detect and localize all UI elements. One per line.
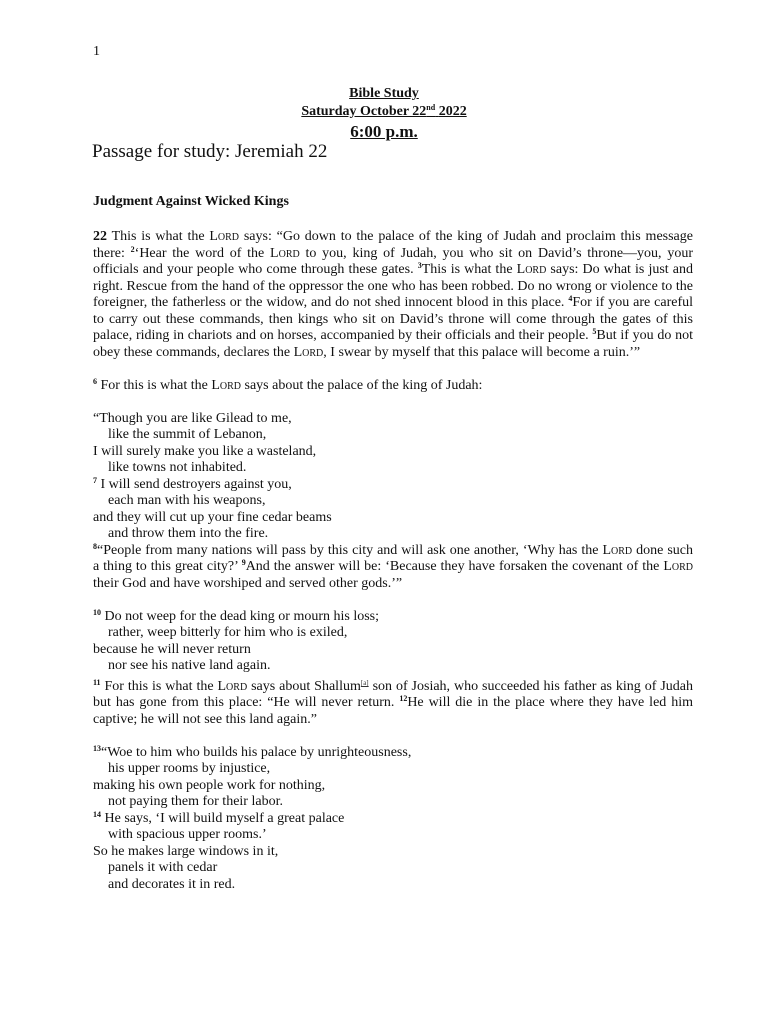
poem-line: panels it with cedar — [108, 860, 218, 875]
poem-line: because he will never return — [93, 641, 251, 657]
poem-line: like the summit of Lebanon, — [108, 427, 267, 442]
study-time: 6:00 p.m. — [350, 122, 418, 141]
poem-line: $^{13}$“Woe to him who builds his palace by unrighteousness, — [93, 743, 412, 760]
poem-line: and they will cut up your fine cedar beams — [93, 509, 332, 525]
poem-line: So he makes large windows in it, — [93, 843, 279, 859]
page-number: 1 — [93, 44, 100, 59]
poem-line: making his own people work for nothing, — [93, 777, 326, 793]
study-date: Saturday October 22nd 2022 — [301, 103, 467, 119]
poem-verse-13 — [93, 745, 693, 811]
poem-line: “Though you are like Gilead to me, — [93, 410, 292, 426]
footnote-link[interactable]: [a] — [360, 678, 369, 687]
poem-line: and throw them into the fire. — [108, 526, 269, 541]
poem-line: with spacious upper rooms.’ — [108, 827, 267, 842]
poem-line: and decorates it in red. — [108, 876, 236, 892]
poem-verse-6 — [93, 411, 693, 477]
poem-line: nor see his native land again. — [108, 658, 271, 673]
paragraph-verses-1-5: 22 This is what the Lord says: “Go down to the palace of the king of Judah and proclaim this message there: $^2$‘Hear the word of the Lord to you, king of Judah, you who sit on David’s throne—you, your officials and your people who come through these gates. $^3$This is what the Lord says: Do what is just and right. Rescue from the hand of the oppressor the one who has been robbed. Do no wrong or violence to the foreigner, the fatherless or the widow, and do not shed innocent blood in this place. $^4$For if you are careful to carry out these commands, then kings who sit on David’s throne will come through the gates of this palace, riding in chariots and on horses, accompanied by their officials and their people. $^5$But if you do not obey these commands, declares the Lord, I swear by myself that this palace will become a ruin.’” — [93, 229, 694, 360]
poem-line: $^{10}$ Do not weep for the dead king or mourn his loss; — [93, 607, 380, 624]
document-title: Bible Study — [349, 86, 419, 101]
section-heading: Judgment Against Wicked Kings — [93, 194, 289, 209]
poem-line: his upper rooms by injustice, — [108, 761, 271, 776]
poem-line: each man with his weapons, — [108, 493, 266, 508]
paragraph-verse-6: $^6$ For this is what the Lord says about the palace of the king of Judah: — [93, 376, 483, 393]
poem-verse-10 — [93, 609, 693, 675]
passage-label: Passage for study: Jeremiah 22 — [92, 141, 328, 162]
poem-verse-7 — [93, 477, 693, 543]
poem-line: $^7$ I will send destroyers against you, — [93, 475, 292, 492]
poem-line: not paying them for their labor. — [108, 794, 283, 809]
poem-line: rather, weep bitterly for him who is exiled, — [108, 625, 348, 640]
paragraph-verses-8-9: $^8$“People from many nations will pass by this city and will ask one another, ‘Why has the Lord done such a thing to this great city?’ $^9$And the answer will be: ‘Because they have forsaken the covenant of the Lord their God and have worshiped and served other gods.’” — [93, 541, 694, 591]
poem-line: like towns not inhabited. — [108, 460, 247, 475]
scripture-text — [93, 229, 693, 893]
poem-line: I will surely make you like a wasteland, — [93, 443, 317, 459]
paragraph-verses-11-12: $^{11}$ For this is what the Lord says about Shallum[a] son of Josiah, who succeeded his father as king of Judah but has gone from this place: “He will never return. $^{12}$He will die in the place where they have led him captive; he will not see this land again.” — [93, 677, 693, 727]
poem-line: $^{14}$ He says, ‘I will build myself a great palace — [93, 809, 345, 826]
poem-verse-14 — [93, 811, 693, 894]
